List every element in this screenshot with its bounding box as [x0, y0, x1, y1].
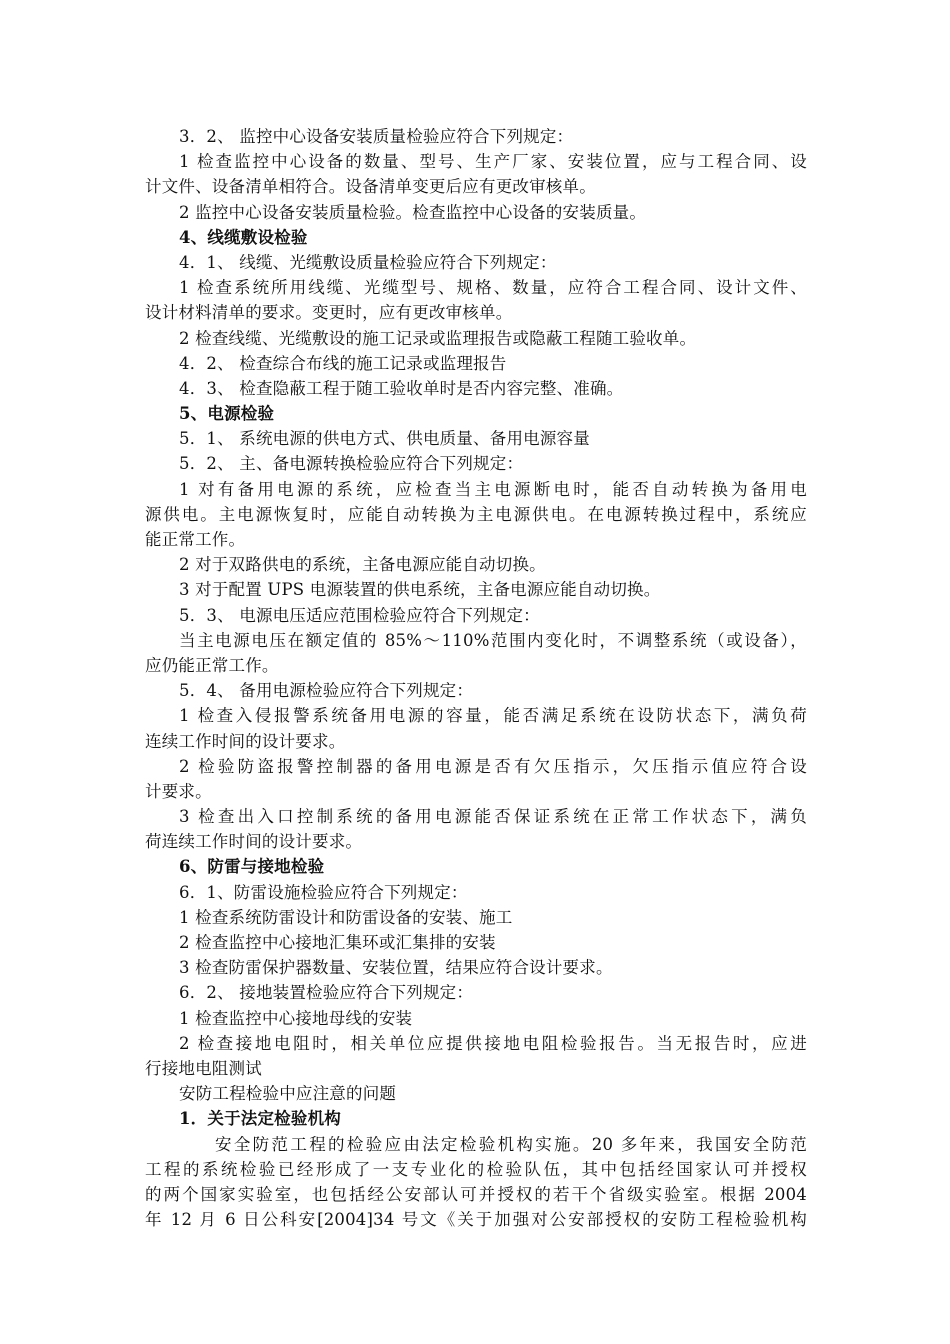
- section-heading: 5、电源检验: [179, 404, 275, 424]
- text-line: 2 检验防盗报警控制器的备用电源是否有欠压指示，欠压指示值应符合设: [179, 756, 807, 776]
- text-line: 安全防范工程的检验应由法定检验机构实施。20 多年来，我国安全防范: [215, 1134, 807, 1154]
- section-heading: 1．关于法定检验机构: [179, 1109, 341, 1129]
- text-line: 荷连续工作时间的设计要求。: [145, 832, 363, 852]
- text-line: 1 检查入侵报警系统备用电源的容量，能否满足系统在设防状态下，满负荷: [179, 706, 807, 726]
- text-line: 3．2、 监控中心设备安装质量检验应符合下列规定：: [179, 127, 574, 146]
- text-line: 3 检查防雷保护器数量、安装位置，结果应符合设计要求。: [179, 958, 613, 978]
- text-line: 应仍能正常工作。: [145, 655, 279, 675]
- text-line: 计文件、设备清单相符合。设备清单变更后应有更改审核单。: [145, 177, 596, 197]
- text-line: 安防工程检验中应注意的问题: [179, 1084, 397, 1104]
- text-line: 5．2、 主、备电源转换检验应符合下列规定：: [179, 454, 524, 474]
- text-line: 5．4、 备用电源检验应符合下列规定：: [179, 681, 474, 701]
- text-line: 计要求。: [145, 781, 212, 801]
- text-line: 2 检查监控中心接地汇集环或汇集排的安装: [179, 933, 496, 952]
- section-heading: 6、防雷与接地检验: [179, 857, 325, 877]
- text-line: 连续工作时间的设计要求。: [145, 731, 346, 751]
- text-line: 行接地电阻测试: [145, 1058, 262, 1078]
- text-line: 1 检查监控中心接地母线的安装: [179, 1008, 413, 1028]
- text-line: 1 对有备用电源的系统，应检查当主电源断电时，能否自动转换为备用电: [179, 479, 807, 499]
- text-line: 的两个国家实验室，也包括经公安部认可并授权的若干个省级实验室。根据 2004: [145, 1184, 807, 1204]
- text-line: 5．1、 系统电源的供电方式、供电质量、备用电源容量: [179, 429, 590, 449]
- text-line: 2 检查接地电阻时，相关单位应提供接地电阻检验报告。当无报告时，应进: [179, 1033, 807, 1053]
- text-line: 2 监控中心设备安装质量检验。检查监控中心设备的安装质量。: [179, 202, 647, 222]
- document-body: [145, 124, 807, 1232]
- text-line: 2 检查线缆、光缆敷设的施工记录或监理报告或隐蔽工程随工验收单。: [179, 328, 697, 348]
- text-line: 1 检查系统防雷设计和防雷设备的安装、施工: [179, 907, 513, 927]
- text-line: 5．3、 电源电压适应范围检验应符合下列规定：: [179, 605, 540, 625]
- text-line: 1 检查监控中心设备的数量、型号、生产厂家、安装位置，应与工程合同、设: [179, 152, 807, 172]
- section-heading: 4、线缆敷设检验: [179, 227, 308, 247]
- text-line: 能正常工作。: [145, 530, 246, 549]
- text-line: 1 检查系统所用线缆、光缆型号、规格、数量，应符合工程合同、设计文件、: [179, 278, 807, 298]
- text-line: 2 对于双路供电的系统，主备电源应能自动切换。: [179, 555, 546, 575]
- text-line: 工程的系统检验已经形成了一支专业化的检验队伍，其中包括经国家认可并授权: [145, 1159, 807, 1179]
- text-line: 源供电。主电源恢复时，应能自动转换为主电源供电。在电源转换过程中，系统应: [145, 504, 807, 524]
- text-line: 4．1、 线缆、光缆敷设质量检验应符合下列规定：: [179, 252, 557, 272]
- text-line: 3 对于配置 UPS 电源装置的供电系统，主备电源应能自动切换。: [179, 580, 661, 600]
- text-line: 6．2、 接地装置检验应符合下列规定：: [179, 983, 474, 1003]
- text-line: 当主电源电压在额定值的 85%～110%范围内变化时，不调整系统（或设备），: [179, 630, 807, 650]
- text-line: 设计材料清单的要求。变更时，应有更改审核单。: [145, 303, 513, 323]
- text-line: 3 检查出入口控制系统的备用电源能否保证系统在正常工作状态下，满负: [179, 807, 807, 827]
- text-line: 年 12 月 6 日公科安[2004]34 号文《关于加强对公安部授权的安防工程检验机构: [145, 1210, 807, 1230]
- text-line: 4．2、 检查综合布线的施工记录或监理报告: [179, 353, 507, 373]
- text-line: 4．3、 检查隐蔽工程于随工验收单时是否内容完整、准确。: [179, 378, 624, 398]
- text-line: 6．1、防雷设施检验应符合下列规定：: [179, 882, 468, 902]
